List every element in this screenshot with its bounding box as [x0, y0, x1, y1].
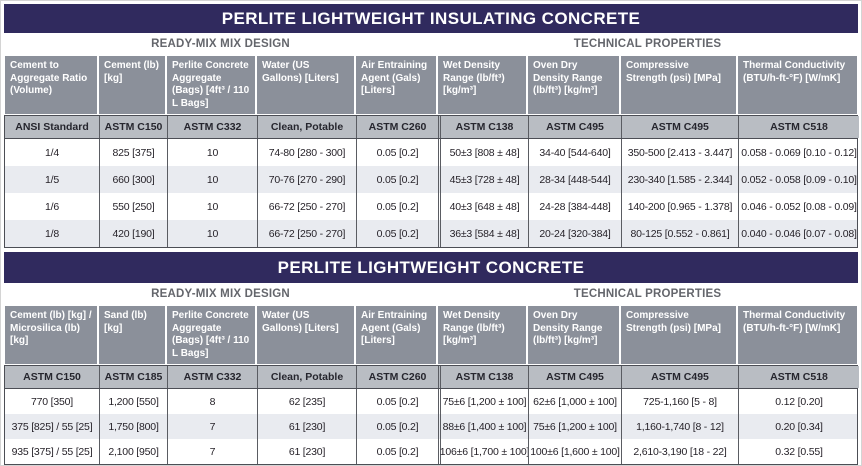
column-header-row	[4, 55, 858, 115]
data-cell: 10	[167, 139, 257, 166]
data-cell: 770 [350]	[31, 395, 73, 408]
section-header-row	[4, 283, 858, 305]
standards-row	[5, 116, 857, 139]
data-cell: 10	[167, 166, 257, 193]
column-header: Sand (lb) [kg]	[98, 305, 166, 365]
data-cell: 230-340 [1.585 - 2.344]	[621, 166, 738, 193]
standard-cell: ASTM C260	[356, 116, 438, 138]
data-cell: 0.058 - 0.069 [0.10 - 0.12]	[738, 139, 859, 166]
data-cell: 80-125 [0.552 - 0.861]	[621, 220, 738, 247]
data-cell: 0.05 [0.2]	[356, 166, 438, 193]
data-cell: 66-72 [250 - 270]	[257, 193, 356, 220]
column-header: Water (US Gallons) [Liters]	[256, 55, 355, 115]
standard-cell: ASTM C518	[738, 366, 859, 388]
data-cell: 10	[167, 193, 257, 220]
standard-cell: ASTM C518	[738, 116, 859, 138]
data-cell: 0.05 [0.2]	[356, 389, 438, 414]
table-grid	[4, 305, 858, 465]
data-cell: 420 [190]	[99, 220, 167, 247]
section-header-row	[4, 33, 858, 55]
data-cell: 0.046 - 0.052 [0.08 - 0.09]	[738, 193, 859, 220]
standard-cell: Clean, Potable	[257, 366, 356, 388]
table-title: PERLITE LIGHTWEIGHT INSULATING CONCRETE	[4, 4, 858, 33]
data-cell: 66-72 [250 - 270]	[257, 220, 356, 247]
data-cell: 50±3 [808 ± 48]	[438, 139, 528, 166]
column-header: Thermal Conductivity (BTU/h-ft-°F) [W/mK]	[737, 55, 858, 115]
column-header: Wet Density Range (lb/ft³) [kg/m³]	[437, 305, 527, 365]
data-cell: 36±3 [584 ± 48]	[438, 220, 528, 247]
standard-cell: ASTM C138	[438, 116, 528, 138]
data-cell: 1,750 [800]	[99, 414, 167, 439]
standard-cell: ASTM C332	[167, 116, 257, 138]
standard-cell: ANSI Standard	[5, 116, 99, 138]
data-cell: 75±6 [1,200 ± 100]	[438, 389, 528, 414]
column-header: Thermal Conductivity (BTU/h-ft-°F) [W/mK]	[737, 305, 858, 365]
column-header: Compressive Strength (psi) [MPa]	[620, 55, 737, 115]
technical-properties-section-header: TECHNICAL PROPERTIES	[573, 38, 722, 50]
data-cell: 61 [230]	[257, 439, 356, 464]
data-cell: 1,160-1,740 [8 - 12]	[621, 414, 738, 439]
column-header: Compressive Strength (psi) [MPa]	[620, 305, 737, 365]
data-cell: 70-76 [270 - 290]	[257, 166, 356, 193]
data-cell: 0.32 [0.55]	[738, 439, 859, 464]
table-body	[4, 365, 858, 465]
data-cell: 62 [235]	[257, 389, 356, 414]
column-header: Cement (lb) [kg] / Microsilica (lb) [kg]	[4, 305, 98, 365]
data-cell: 74-80 [280 - 300]	[257, 139, 356, 166]
column-header: Perlite Concrete Aggregate (Bags) [4ft³ / 110 L Bags]	[166, 305, 256, 365]
standard-cell: ASTM C138	[438, 366, 528, 388]
data-cell: 62±6 [1,000 ± 100]	[528, 389, 621, 414]
data-cell: 140-200 [0.965 - 1.378]	[621, 193, 738, 220]
standard-cell: ASTM C495	[528, 116, 621, 138]
data-cell: 0.12 [0.20]	[738, 389, 859, 414]
data-cell: 660 [300]	[99, 166, 167, 193]
column-header: Oven Dry Density Range (lb/ft³) [kg/m³]	[527, 305, 620, 365]
data-cell: 0.05 [0.2]	[356, 414, 438, 439]
data-cell: 34-40 [544-640]	[528, 139, 621, 166]
insulating-concrete-table	[4, 4, 858, 248]
column-header: Oven Dry Density Range (lb/ft³) [kg/m³]	[527, 55, 620, 115]
data-cell: 2,610-3,190 [18 - 22]	[621, 439, 738, 464]
data-cell: 935 [375] / 55 [25]	[11, 445, 93, 458]
data-cell: 2,100 [950]	[99, 439, 167, 464]
data-cell: 825 [375]	[99, 139, 167, 166]
technical-properties-section-header: TECHNICAL PROPERTIES	[573, 288, 722, 300]
column-header: Air Entraining Agent (Gals) [Liters]	[355, 55, 437, 115]
standard-cell: ASTM C332	[167, 366, 257, 388]
data-cell: 75±6 [1,200 ± 100]	[528, 414, 621, 439]
data-row	[5, 389, 857, 414]
data-row	[5, 220, 857, 247]
data-cell: 550 [250]	[99, 193, 167, 220]
standard-cell: ASTM C185	[99, 366, 167, 388]
data-cell: 8	[167, 389, 257, 414]
data-cell: 0.20 [0.34]	[738, 414, 859, 439]
data-cell: 61 [230]	[257, 414, 356, 439]
data-row	[5, 414, 857, 439]
table-title: PERLITE LIGHTWEIGHT CONCRETE	[4, 252, 858, 283]
data-row	[5, 139, 857, 166]
data-cell: 100±6 [1,600 ± 100]	[528, 439, 621, 464]
data-cell: 375 [825] / 55 [25]	[11, 420, 93, 433]
data-cell: 0.052 - 0.058 [0.09 - 0.10]	[738, 166, 859, 193]
column-header: Cement to Aggregate Ratio (Volume)	[4, 55, 98, 115]
standard-cell: ASTM C260	[356, 366, 438, 388]
column-header: Water (US Gallons) [Liters]	[256, 305, 355, 365]
data-cell: 1/4	[45, 146, 59, 159]
standard-cell: ASTM C495	[528, 366, 621, 388]
data-cell: 40±3 [648 ± 48]	[438, 193, 528, 220]
standard-cell: ASTM C495	[621, 366, 738, 388]
table-grid	[4, 55, 858, 248]
standard-cell: ASTM C150	[99, 116, 167, 138]
data-cell: 725-1,160 [5 - 8]	[621, 389, 738, 414]
data-cell: 0.05 [0.2]	[356, 139, 438, 166]
data-cell: 20-24 [320-384]	[528, 220, 621, 247]
data-cell: 28-34 [448-544]	[528, 166, 621, 193]
column-header: Cement (lb) [kg]	[98, 55, 166, 115]
ready-mix-section-header: READY-MIX MIX DESIGN	[151, 38, 290, 50]
data-cell: 10	[167, 220, 257, 247]
data-cell: 0.05 [0.2]	[356, 220, 438, 247]
data-cell: 7	[167, 439, 257, 464]
data-cell: 0.05 [0.2]	[356, 439, 438, 464]
standard-cell: Clean, Potable	[257, 116, 356, 138]
data-cell: 1/6	[45, 200, 59, 213]
data-cell: 0.05 [0.2]	[356, 193, 438, 220]
data-row	[5, 439, 857, 464]
data-cell: 350-500 [2.413 - 3.447]	[621, 139, 738, 166]
data-cell: 88±6 [1,400 ± 100]	[438, 414, 528, 439]
column-header: Wet Density Range (lb/ft³) [kg/m³]	[437, 55, 527, 115]
data-cell: 1/8	[45, 227, 59, 240]
data-row	[5, 166, 857, 193]
data-cell: 106±6 [1,700 ± 100]	[438, 439, 528, 464]
data-cell: 24-28 [384-448]	[528, 193, 621, 220]
data-cell: 1/5	[45, 173, 59, 186]
column-header: Air Entraining Agent (Gals) [Liters]	[355, 305, 437, 365]
data-cell: 45±3 [728 ± 48]	[438, 166, 528, 193]
standard-cell: ASTM C150	[5, 366, 99, 388]
lightweight-concrete-table	[4, 252, 858, 465]
data-cell: 1,200 [550]	[99, 389, 167, 414]
data-cell: 0.040 - 0.046 [0.07 - 0.08]	[738, 220, 859, 247]
ready-mix-section-header: READY-MIX MIX DESIGN	[151, 288, 290, 300]
data-row	[5, 193, 857, 220]
column-header-row	[4, 305, 858, 365]
standard-cell: ASTM C495	[621, 116, 738, 138]
standards-row	[5, 366, 857, 389]
data-cell: 7	[167, 414, 257, 439]
table-body	[4, 115, 858, 248]
column-header: Perlite Concrete Aggregate (Bags) [4ft³ / 110 L Bags]	[166, 55, 256, 115]
